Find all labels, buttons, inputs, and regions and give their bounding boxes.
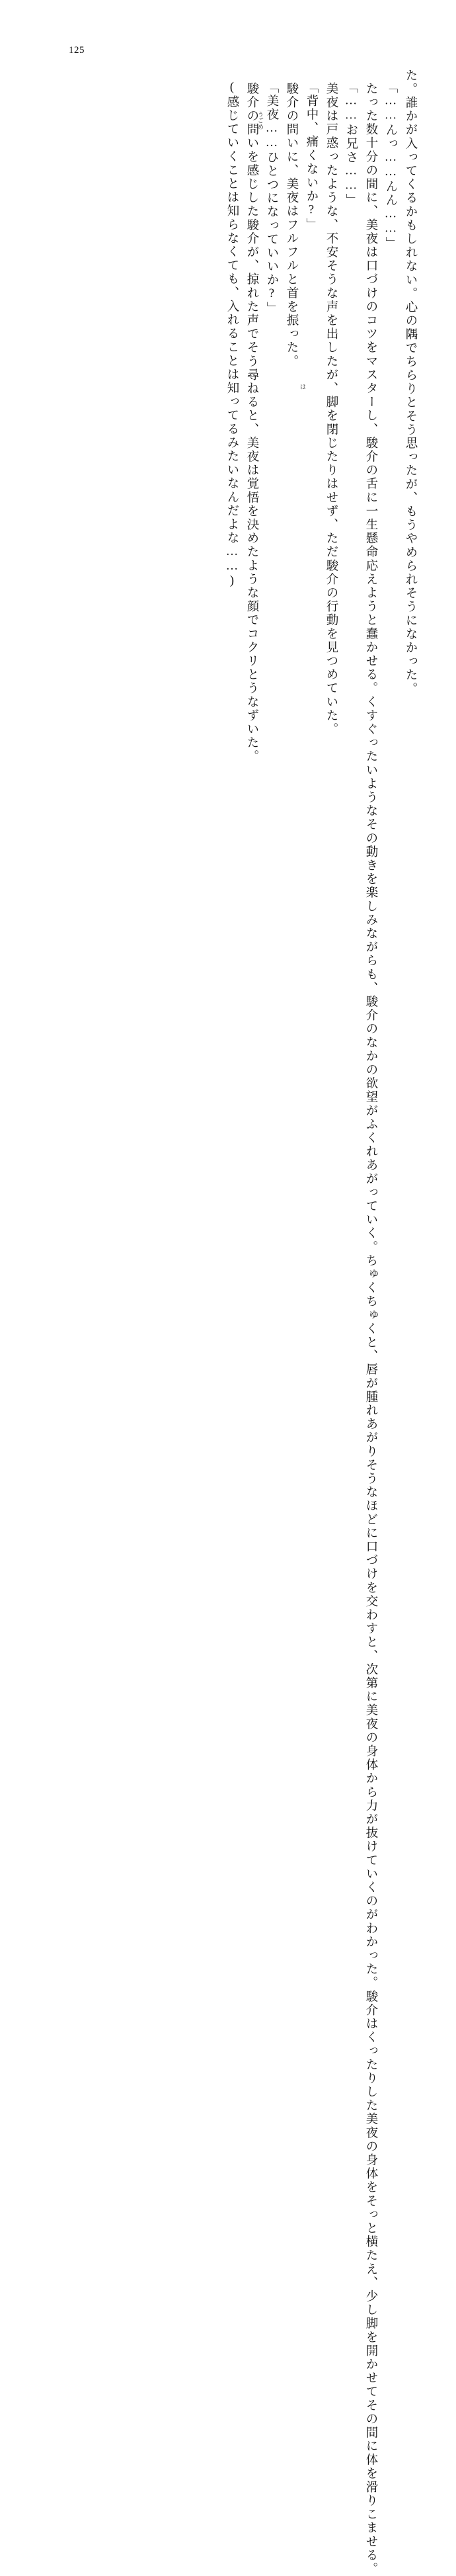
text-column: た。誰かが入ってくるかもしれない。心の隅でちらりとそう思ったが、もうやめられそうになかった。 — [404, 69, 417, 696]
text-column: 「……お兄さ……」 — [344, 81, 358, 208]
text-column: 「背中、痛くないか?」 — [305, 81, 318, 232]
text-column: たった数十分の間に、美夜は口づけのコツをマスターし、駿介の舌に一生懸命応えようと蠢かせる。くすぐったいようなその動きを楽しみながらも、駿介のなかの欲望がふくれあがっていく。ちゅくちゅくと、唇が腫れあがりそうなほどに口づけを交わすと、次第に美夜の身体から力が抜けていくのがわかった。駿介はくったりした美夜の身体をそっと横たえ、少し脚を開かせてその間に体を滑りこませる。 — [364, 82, 377, 2576]
text-column: 「美夜……ひとつになっていいか?」 — [265, 81, 278, 316]
text-column: 「……んっ……んん……」 — [384, 81, 397, 251]
ruby-annotation: うごめ — [257, 111, 264, 130]
text-column: 美夜は戸惑ったような、不安そうな声を出したが、脚を閉じたりはせず、ただ駿介の行動を見つめていた。 — [324, 82, 338, 736]
vertical-text-block — [40, 69, 417, 2576]
ruby-annotation: は — [299, 384, 306, 390]
page-number: 125 — [69, 45, 85, 56]
text-column: 駿介の問いを感じした駿介が、掠れた声でそう尋ねると、美夜は覚悟を決めたような顔でコクリとうなずいた。 — [245, 82, 258, 763]
text-column: (感じていくことは知らなくても、入れることは知ってるみたいなんだよな……) — [225, 81, 239, 589]
text-column: 駿介の問いに、美夜はフルフルと首を振った。 — [285, 82, 298, 368]
